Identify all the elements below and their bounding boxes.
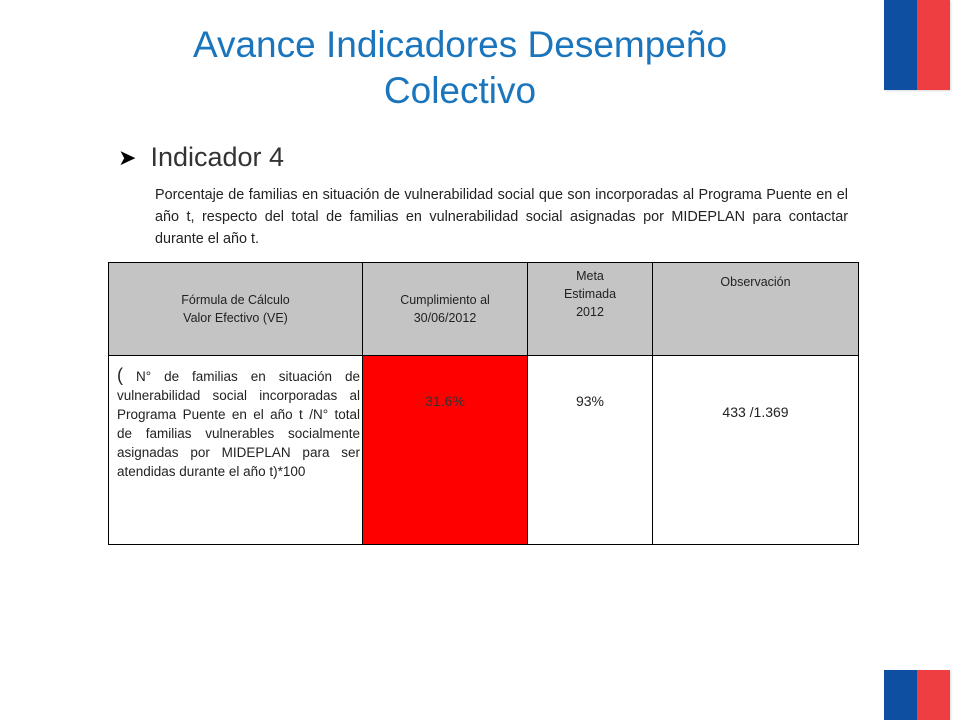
title-line-1: Avance Indicadores Desempeño: [192, 24, 728, 65]
header-cumplimiento: [363, 263, 528, 356]
title-line-2: Colectivo: [383, 70, 537, 111]
meta-cell: [528, 356, 653, 545]
indicator-label: Indicador 4: [150, 142, 285, 172]
header-formula: [109, 263, 363, 356]
indicator-table: [108, 262, 859, 545]
cumplimiento-cell: [363, 356, 528, 545]
cumplimiento-value: 31.6%: [425, 393, 465, 409]
table-row: [109, 356, 859, 545]
header-formula-line2: Valor Efectivo (VE): [183, 311, 288, 325]
formula-paren: (: [117, 365, 123, 385]
indicator-heading: [118, 142, 284, 173]
header-observacion: Observación: [653, 263, 859, 356]
header-meta-line3: 2012: [576, 305, 604, 319]
formula-cell: [109, 356, 363, 545]
flag-decoration-top: [884, 0, 950, 90]
observacion-cell: [653, 356, 859, 545]
arrow-bullet-icon: ➤: [118, 144, 137, 170]
header-meta-line1: Meta: [576, 269, 604, 283]
observacion-value: 433 /1.369: [722, 404, 789, 420]
header-meta-line2: Estimada: [563, 287, 617, 301]
header-meta: [528, 263, 653, 356]
header-formula-line1: Fórmula de Cálculo: [181, 293, 290, 307]
page-title: [100, 22, 820, 114]
formula-text: N° de familias en situación de vulnerabilidad social incorporadas al Programa Puente en el año t /N° total de familias vulnerables socialmente asignadas por MIDEPLAN para ser atendidas durante el año t)*100: [117, 369, 360, 479]
indicator-description: Porcentaje de familias en situación de vulnerabilidad social que son incorporadas al Programa Puente en el año t, respecto del total de familias en vulnerabilidad social asignadas por MIDEPLAN para contactar durante el año t.: [155, 187, 848, 247]
meta-value: 93%: [575, 393, 605, 409]
table-header-row: [109, 263, 859, 356]
flag-decoration-bottom: [884, 670, 950, 720]
header-cumplimiento-line2: 30/06/2012: [413, 311, 477, 325]
header-cumplimiento-line1: Cumplimiento al: [400, 293, 490, 307]
